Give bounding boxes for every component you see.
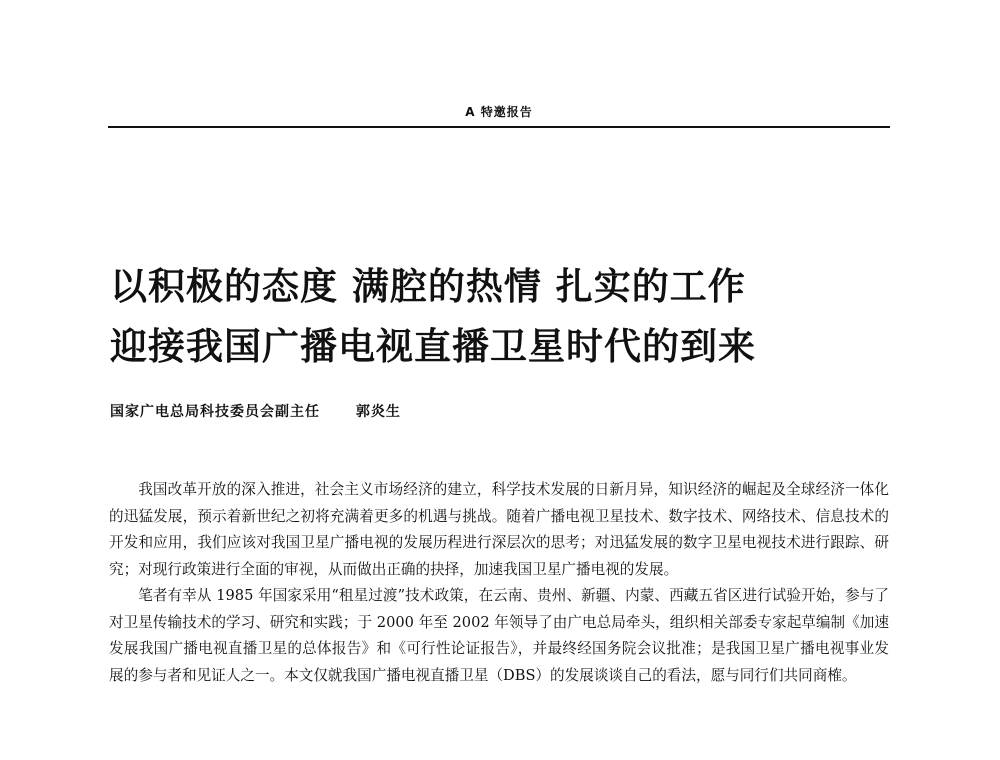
title-line-2: 迎接我国广播电视直播卫星时代的到来 bbox=[110, 324, 756, 368]
article-body bbox=[109, 477, 889, 689]
title-line-1: 以积极的态度 满腔的热情 扎实的工作 bbox=[110, 264, 746, 308]
author-name: 郭炎生 bbox=[355, 404, 401, 420]
article-title bbox=[110, 256, 890, 376]
running-head: A 特邀报告 bbox=[465, 105, 533, 119]
byline bbox=[110, 401, 890, 421]
paragraph-2: 笔者有幸从 1985 年国家采用“租星过渡”技术政策，在云南、贵州、新疆、内蒙、西藏五省区进行试验开始，参与了对卫星传输技术的学习、研究和实践；于 2000 年至 2002 年领导了由广电总局牵头，组织相关部委专家起草编制《加速发展我国广播电视直播卫星的总体报告》和《可行性论证报告》，并最终经国务院会议批准；是我国卫星广播电视事业发展的参与者和见证人之一。本文仅就我国广播电视直播卫星（DBS）的发展谈谈自己的看法，愿与同行们共同商榷。 bbox=[109, 587, 889, 684]
paragraph-1: 我国改革开放的深入推进，社会主义市场经济的建立，科学技术发展的日新月异，知识经济的崛起及全球经济一体化的迅猛发展，预示着新世纪之初将充满着更多的机遇与挑战。随着广播电视卫星技术、数字技术、网络技术、信息技术的开发和应用，我们应该对我国卫星广播电视的发展历程进行深层次的思考；对迅猛发展的数字卫星电视技术进行跟踪、研究；对现行政策进行全面的审视，从而做出正确的抉择，加速我国卫星广播电视的发展。 bbox=[109, 481, 889, 578]
header-rule bbox=[108, 126, 890, 128]
author-affiliation: 国家广电总局科技委员会副主任 bbox=[110, 404, 320, 420]
